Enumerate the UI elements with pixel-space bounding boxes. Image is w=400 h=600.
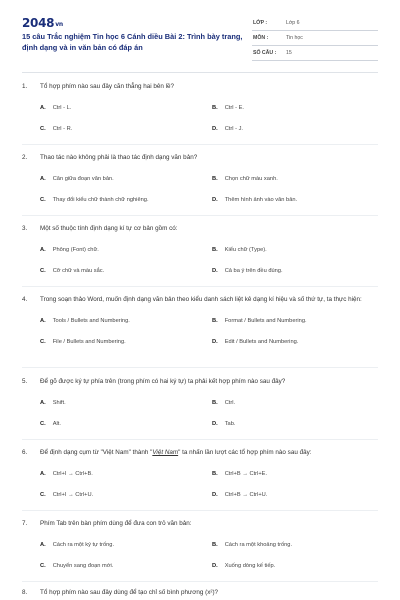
logo-text: 2048 bbox=[22, 16, 55, 30]
option-text: Format / Bullets and Numbering. bbox=[224, 318, 307, 324]
question-number: 5. bbox=[22, 378, 28, 385]
option-text: Phông (Font) chữ. bbox=[52, 247, 99, 253]
page-title: 15 câu Trắc nghiệm Tin học 6 Cánh diều Bài 2: Trình bày trang, định dạng và in văn bản có đáp án bbox=[22, 32, 243, 52]
question-text: Một số thuộc tính định dạng kí tự cơ bản gồm có: bbox=[40, 225, 178, 232]
option-a[interactable] bbox=[40, 175, 114, 183]
option-key: C. bbox=[40, 197, 46, 203]
option-a[interactable] bbox=[40, 541, 114, 549]
question-header bbox=[22, 224, 382, 234]
question-header bbox=[22, 588, 382, 598]
question-header bbox=[22, 82, 382, 92]
option-c[interactable] bbox=[40, 491, 93, 499]
option-key: C. bbox=[40, 126, 46, 132]
question-text: Tổ hợp phím nào sau đây dùng để tạo chỉ số bình phương (x²)? bbox=[40, 589, 219, 596]
logo-suffix: vn bbox=[55, 21, 63, 28]
question-number: 2. bbox=[22, 154, 28, 161]
option-b[interactable] bbox=[212, 399, 235, 407]
option-key: B. bbox=[212, 318, 218, 324]
option-d[interactable] bbox=[212, 196, 297, 204]
header-divider bbox=[22, 72, 378, 73]
option-key: A. bbox=[40, 247, 46, 253]
option-text: Ctrl - J. bbox=[224, 126, 244, 132]
option-c[interactable] bbox=[40, 338, 126, 346]
option-text: Kiểu chữ (Type). bbox=[224, 247, 267, 253]
option-text: Chuyển sang đoạn mới. bbox=[52, 563, 114, 569]
option-text: Ctrl+B → Ctrl+U. bbox=[224, 492, 268, 498]
question-header bbox=[22, 448, 382, 458]
option-text: Thêm hình ảnh vào văn bản. bbox=[224, 197, 298, 203]
question-text: Trong soạn thảo Word, muốn định dạng văn bản theo kiểu danh sách liệt kê dạng kí hiệu và số thứ tự, ta thực hiện: bbox=[40, 296, 362, 303]
option-text: Ctrl. bbox=[224, 400, 236, 406]
option-key: B. bbox=[212, 247, 218, 253]
question-header bbox=[22, 153, 382, 163]
option-text: Cách ra một ký tự trống. bbox=[52, 542, 115, 548]
question-header bbox=[22, 519, 382, 529]
question-text-part: Để định dạng cụm từ "Việt Nam" thành " bbox=[40, 449, 153, 456]
option-text: Cách ra một khoảng trống. bbox=[224, 542, 293, 548]
question-divider bbox=[22, 581, 378, 582]
option-a[interactable] bbox=[40, 104, 71, 112]
option-text: Tools / Bullets and Numbering. bbox=[52, 318, 130, 324]
meta-value: Tin học bbox=[286, 35, 303, 41]
option-b[interactable] bbox=[212, 104, 244, 112]
option-key: B. bbox=[212, 176, 218, 182]
quiz-meta bbox=[252, 16, 378, 61]
option-key: A. bbox=[40, 105, 46, 111]
question-8 bbox=[22, 588, 382, 598]
option-text: Căn giữa đoạn văn bản. bbox=[52, 176, 114, 182]
question-3 bbox=[22, 224, 382, 274]
meta-subject bbox=[252, 31, 378, 46]
option-key: D. bbox=[212, 197, 218, 203]
option-text: Chọn chữ màu xanh. bbox=[224, 176, 278, 182]
option-text: Shift. bbox=[52, 400, 66, 406]
option-key: D. bbox=[212, 126, 218, 132]
option-key: A. bbox=[40, 318, 46, 324]
question-text bbox=[40, 448, 382, 458]
option-b[interactable] bbox=[212, 541, 292, 549]
option-key: D. bbox=[212, 268, 218, 274]
option-c[interactable] bbox=[40, 267, 104, 275]
option-text: Alt. bbox=[52, 421, 61, 427]
question-number: 1. bbox=[22, 83, 28, 90]
option-text: Thay đổi kiểu chữ thành chữ nghiêng. bbox=[52, 197, 149, 203]
option-text: Ctrl+I → Ctrl+U. bbox=[52, 492, 94, 498]
question-2 bbox=[22, 153, 382, 203]
option-key: D. bbox=[212, 421, 218, 427]
question-text: Để gõ được ký tự phía trên (trong phím có hai ký tự) ta phải kết hợp phím nào sau đây? bbox=[40, 378, 286, 385]
option-text: Tab. bbox=[224, 421, 236, 427]
option-d[interactable] bbox=[212, 491, 267, 499]
option-key: D. bbox=[212, 492, 218, 498]
option-key: C. bbox=[40, 492, 46, 498]
option-a[interactable] bbox=[40, 399, 66, 407]
question-text: Thao tác nào không phải là thao tác định dạng văn bản? bbox=[40, 154, 198, 161]
option-text: Cỡ chữ và màu sắc. bbox=[52, 268, 105, 274]
question-text-part: " ta nhấn lần lượt các tổ hợp phím nào sau đây: bbox=[178, 449, 312, 456]
option-key: D. bbox=[212, 339, 218, 345]
option-c[interactable] bbox=[40, 420, 61, 428]
option-key: B. bbox=[212, 105, 218, 111]
site-logo[interactable] bbox=[22, 16, 63, 30]
question-1 bbox=[22, 82, 382, 132]
meta-value: 15 bbox=[286, 50, 292, 56]
option-b[interactable] bbox=[212, 317, 307, 325]
question-5 bbox=[22, 377, 382, 427]
question-divider bbox=[22, 367, 378, 368]
question-text: Phím Tab trên bàn phím dùng để đưa con trỏ văn bản: bbox=[40, 520, 192, 527]
option-d[interactable] bbox=[212, 420, 235, 428]
option-c[interactable] bbox=[40, 196, 149, 204]
question-divider bbox=[22, 144, 378, 145]
option-a[interactable] bbox=[40, 470, 93, 478]
option-key: A. bbox=[40, 400, 46, 406]
option-b[interactable] bbox=[212, 246, 267, 254]
option-text: Edit / Bullets and Numbering. bbox=[224, 339, 299, 345]
option-d[interactable] bbox=[212, 562, 275, 570]
option-key: B. bbox=[212, 400, 218, 406]
option-text: Ctrl - L. bbox=[52, 105, 72, 111]
option-c[interactable] bbox=[40, 125, 72, 133]
option-a[interactable] bbox=[40, 246, 99, 254]
option-d[interactable] bbox=[212, 125, 243, 133]
option-text: Xuống dòng kế tiếp. bbox=[224, 563, 276, 569]
option-text: Cả ba ý trên đều đúng. bbox=[224, 268, 283, 274]
option-key: C. bbox=[40, 563, 46, 569]
option-key: C. bbox=[40, 268, 46, 274]
option-key: C. bbox=[40, 421, 46, 427]
italic-underlined-text: Việt Nam bbox=[152, 449, 179, 456]
option-key: B. bbox=[212, 542, 218, 548]
option-key: A. bbox=[40, 176, 46, 182]
option-text: Ctrl+I → Ctrl+B. bbox=[52, 471, 93, 477]
question-header bbox=[22, 377, 382, 387]
option-key: C. bbox=[40, 339, 46, 345]
question-divider bbox=[22, 215, 378, 216]
option-text: Ctrl - R. bbox=[52, 126, 73, 132]
question-6 bbox=[22, 448, 382, 498]
option-c[interactable] bbox=[40, 562, 113, 570]
option-d[interactable] bbox=[212, 338, 298, 346]
question-number: 6. bbox=[22, 449, 28, 456]
meta-grade bbox=[252, 16, 378, 31]
option-key: B. bbox=[212, 471, 218, 477]
page-header bbox=[0, 0, 400, 70]
option-a[interactable] bbox=[40, 317, 130, 325]
option-key: A. bbox=[40, 471, 46, 477]
question-number: 7. bbox=[22, 520, 28, 527]
question-number: 4. bbox=[22, 296, 28, 303]
question-divider bbox=[22, 439, 378, 440]
option-text: Ctrl+B → Ctrl+E. bbox=[224, 471, 268, 477]
option-d[interactable] bbox=[212, 267, 283, 275]
meta-label: MÔN : bbox=[253, 35, 269, 41]
question-divider bbox=[22, 510, 378, 511]
option-b[interactable] bbox=[212, 175, 278, 183]
meta-label: LỚP : bbox=[253, 20, 268, 26]
option-b[interactable] bbox=[212, 470, 267, 478]
question-4 bbox=[22, 295, 382, 345]
question-number: 8. bbox=[22, 589, 28, 596]
option-text: File / Bullets and Numbering. bbox=[52, 339, 126, 345]
meta-label: SỐ CÂU : bbox=[253, 50, 277, 56]
option-text: Ctrl - E. bbox=[224, 105, 244, 111]
question-text: Tổ hợp phím nào sau đây căn thẳng hai bên lề? bbox=[40, 83, 175, 90]
question-divider bbox=[22, 286, 378, 287]
meta-count bbox=[252, 46, 378, 61]
option-key: A. bbox=[40, 542, 46, 548]
question-header bbox=[22, 295, 382, 305]
meta-value: Lớp 6 bbox=[286, 20, 300, 26]
question-7 bbox=[22, 519, 382, 569]
question-number: 3. bbox=[22, 225, 28, 232]
option-key: D. bbox=[212, 563, 218, 569]
